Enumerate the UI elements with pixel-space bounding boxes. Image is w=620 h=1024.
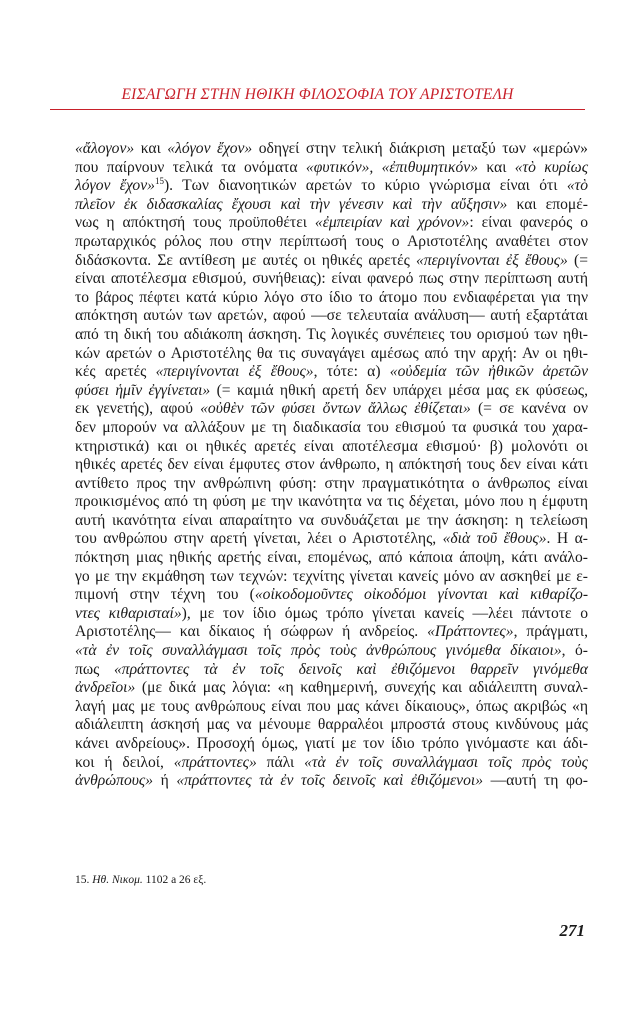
text-segment: και xyxy=(478,158,515,176)
text-segment: από τη δική του αδιάκοπη άσκηση. Τις λογικές συνέπειες του ορισμού των ηθι- xyxy=(75,325,588,343)
text-line xyxy=(75,456,588,475)
greek-quote: «ἐμπειρίαν καὶ χρόνον» xyxy=(314,214,470,232)
text-line xyxy=(75,512,588,531)
footnote xyxy=(75,874,206,886)
greek-quote: φύσει ἡμῖν ἐγγίνεται» xyxy=(75,381,211,399)
greek-quote: «τὰ ἐν τοῖς συναλλάγμασι τοῖς πρὸς τοὺς ἀνθρώπους γινόμεθα δίκαιοι» xyxy=(75,642,562,660)
text-line xyxy=(75,605,588,624)
text-line xyxy=(75,252,588,271)
text-line xyxy=(75,140,588,159)
greek-quote: «ἄλογον» xyxy=(75,140,135,157)
text-segment: κτηριστικά) και οι ηθικές αρετές είναι αποτέλεσμα εθισμού· β) μολονότι οι xyxy=(75,437,588,455)
greek-quote: «οὐδεμία τῶν ἠθικῶν ἀρετῶν xyxy=(389,363,589,381)
text-segment: κάνει ανδρείους». Προσοχή όμως, γιατί με τον ίδιο τρόπο γινόμαστε και άδι- xyxy=(75,735,588,752)
text-line xyxy=(75,438,588,457)
header-rule xyxy=(50,109,585,110)
greek-quote: «λόγον ἔχον» xyxy=(167,140,253,157)
text-segment: πως xyxy=(75,660,114,678)
text-segment: πάλι xyxy=(256,753,305,771)
text-line xyxy=(75,233,588,252)
text-line xyxy=(75,326,588,345)
text-segment: : είναι φανερός ο xyxy=(469,214,588,232)
text-segment: (= xyxy=(567,251,588,269)
text-line xyxy=(75,549,588,568)
text-segment: ), με τον ίδιο όμως τρόπο γίνεται κανείς —λέει πάντοτε ο xyxy=(181,604,588,622)
text-line xyxy=(75,196,588,215)
greek-quote: «διὰ τοῦ ἔθους» xyxy=(442,530,547,548)
body-text xyxy=(75,140,588,791)
greek-quote: ἀνθρώπους» xyxy=(75,772,154,790)
greek-quote: «οὐθὲν τῶν φύσει ὄντων ἄλλως ἐθίζεται» xyxy=(200,400,471,418)
text-segment: , πράγματι, xyxy=(513,623,588,641)
text-segment: αυτή ικανότητα είναι απαραίτητο να συνδυάζεται με την άσκηση: η τελείωση xyxy=(75,511,588,529)
text-line xyxy=(75,586,588,605)
text-line xyxy=(75,177,588,196)
text-segment: (= καμιά ηθική αρετή δεν υπάρχει μέσα μας εκ φύσεως, xyxy=(210,381,589,399)
text-line xyxy=(75,716,588,735)
text-segment: και xyxy=(134,140,168,157)
text-line xyxy=(75,698,588,717)
greek-quote: πλεῖον ἐκ διδασκαλίας ἔχουσι καὶ τὴν γένεσιν καὶ τὴν αὔξησιν» xyxy=(75,195,508,213)
text-line xyxy=(75,419,588,438)
footnote-text: 1102 a 26 εξ. xyxy=(145,874,207,886)
text-segment: εκ γενετής), αφού xyxy=(75,400,201,418)
greek-quote: «περιγίνονται ἐξ ἔθους» xyxy=(155,363,314,381)
greek-quote: «περιγίνονται ἐξ ἔθους» xyxy=(416,251,568,269)
footnote-marker: 15 xyxy=(154,176,164,186)
text-segment: είναι αποτέλεσμα εθισμού, συνήθειας): είναι φανερό πως στην περίπτωση αυτή xyxy=(75,270,588,288)
text-line xyxy=(75,642,588,661)
text-segment: ηθικές αρετές δεν είναι έμφυτες στον άνθρωπο, η απόκτησή τους δεν είναι κάτι xyxy=(75,456,588,474)
text-segment: πρωταρχικός ρόλος που στην περίπτωσή τους ο Αριστοτέλης αναθέτει στον xyxy=(75,232,588,250)
greek-quote: «Πράττοντες» xyxy=(427,623,514,641)
text-segment: Αριστοτέλης— και δίκαιος ή σώφρων ή ανδρείος. xyxy=(75,623,428,641)
text-segment: διδάσκοντα. Σε αντίθεση με αυτές οι ηθικές αρετές xyxy=(75,251,417,269)
text-line xyxy=(75,400,588,419)
greek-quote: «πράττοντες τὰ ἐν τοῖς δεινοῖς καὶ ἐθιζόμενοι θαρρεῖν γινόμεθα xyxy=(113,660,588,678)
text-line xyxy=(75,493,588,512)
running-head: ΕΙΣΑΓΩΓΗ ΣΤΗΝ ΗΘΙΚΗ ΦΙΛΟΣΟΦΙΑ ΤΟΥ ΑΡΙΣΤΟΤΕΛΗ xyxy=(121,86,514,103)
text-line xyxy=(75,735,588,754)
text-segment: κών αρετών ο Αριστοτέλης θα τις συναγάγει αμέσως από την αρχή: Αν οι ηθι- xyxy=(75,344,588,362)
text-segment: ). Των διανοητικών αρετών το κύριο γνώρισμα είναι ότι xyxy=(163,177,567,195)
text-segment: κοι ή δειλοί, xyxy=(75,753,174,771)
text-segment: δεν μπορούν να αλλάξουν με τη διαδικασία του εθισμού τα φυσικά του χαρα- xyxy=(75,418,588,436)
text-segment: ή xyxy=(153,772,177,790)
text-segment: γο με την εκμάθηση των τεχνών: τεχνίτης γίνεται κανείς μόνο αν ασκηθεί με ε- xyxy=(75,567,588,585)
greek-quote: «πράττοντες τὰ ἐν τοῖς δεινοῖς καὶ ἐθιζόμενοι» xyxy=(176,772,484,790)
greek-quote: λόγον ἔχον» xyxy=(75,177,155,195)
text-line xyxy=(75,623,588,642)
text-line xyxy=(75,754,588,773)
text-line xyxy=(75,475,588,494)
greek-quote: «πράττοντες» xyxy=(173,753,257,771)
text-line xyxy=(75,345,588,364)
footnote-reference: Ηθ. Νικομ. xyxy=(92,874,143,886)
text-segment: οδηγεί στην τελική διάκριση μεταξύ των «μερών» xyxy=(252,140,588,157)
text-line xyxy=(75,772,588,791)
text-segment: , τότε: α) xyxy=(313,363,390,381)
text-line xyxy=(75,159,588,178)
text-segment: πόκτηση μιας ηθικής αρετής είναι, επομένως, από κάποια άποψη, κάτι ανάλο- xyxy=(75,549,588,567)
greek-quote: «τὰ ἐν τοῖς συναλλάγμασι τοῖς πρὸς τοὺς xyxy=(304,753,589,771)
text-line xyxy=(75,307,588,326)
text-segment: (= σε κανένα ον xyxy=(470,400,589,418)
page-number: 271 xyxy=(559,921,585,940)
text-segment: και επομέ- xyxy=(507,195,588,213)
text-line xyxy=(75,289,588,308)
text-line xyxy=(75,214,588,233)
text-line xyxy=(75,530,588,549)
text-segment: προικισμένος από τη φύση με την ικανότητα να τις δέχεται, μόνο που η έμφυτη xyxy=(75,493,588,511)
text-segment: αντίθετο προς την ανθρώπινη φύση: στην πραγματικότητα ο άνθρωπος είναι xyxy=(75,474,588,492)
footnote-number: 15. xyxy=(75,874,90,886)
text-line xyxy=(75,363,588,382)
greek-quote: «τὸ κυρίως xyxy=(514,158,589,176)
text-segment: απόκτηση αυτών των αρετών, αφού —σε τελευταία ανάλυση— αυτή εξαρτάται xyxy=(75,307,588,325)
greek-quote: ἀνδρεῖοι» xyxy=(75,679,136,697)
text-line xyxy=(75,661,588,680)
greek-quote: «φυτικόν», «ἐπιθυμητικόν» xyxy=(305,158,479,176)
greek-quote: ντες κιθαρισταί» xyxy=(75,604,182,622)
text-segment: αδιάλειπτη άσκησή μας να μένουμε θαρραλέοι μπροστά στους κινδύνους μάς xyxy=(75,716,588,734)
greek-quote: «τὸ xyxy=(566,177,588,195)
text-line xyxy=(75,382,588,401)
greek-quote: «οἰκοδομοῦντες οἰκοδόμοι γίνονται καὶ κιθαρίζο- xyxy=(254,586,589,604)
text-segment: του ανθρώπου στην αρετή γίνεται, λέει ο Αριστοτέλης, xyxy=(75,530,443,548)
text-segment: (με δικά μας λόγια: «η καθημερινή, συνεχής και αδιάλειπτη συναλ- xyxy=(135,679,588,697)
text-segment: που παίρνουν τελικά τα ονόματα xyxy=(75,158,306,176)
text-segment: , ό- xyxy=(561,642,588,660)
text-line xyxy=(75,679,588,698)
text-segment: —αυτή τη φο- xyxy=(483,772,589,790)
text-segment: πιμονή στην τέχνη του ( xyxy=(75,586,255,604)
text-segment: κές αρετές xyxy=(75,363,156,381)
text-segment: . Η α- xyxy=(546,530,589,548)
text-segment: νως η απόκτησή τους προϋποθέτει xyxy=(75,214,315,232)
text-line xyxy=(75,270,588,289)
text-segment: λαγή μας με τους ανθρώπους είναι που μας κάνει δίκαιους», όπως ακριβώς «η xyxy=(75,697,588,715)
text-line xyxy=(75,568,588,587)
text-segment: το βάρος πέφτει κατά κύριο λόγο στο ίδιο το άτομο που ενδιαφέρεται για την xyxy=(75,288,588,306)
